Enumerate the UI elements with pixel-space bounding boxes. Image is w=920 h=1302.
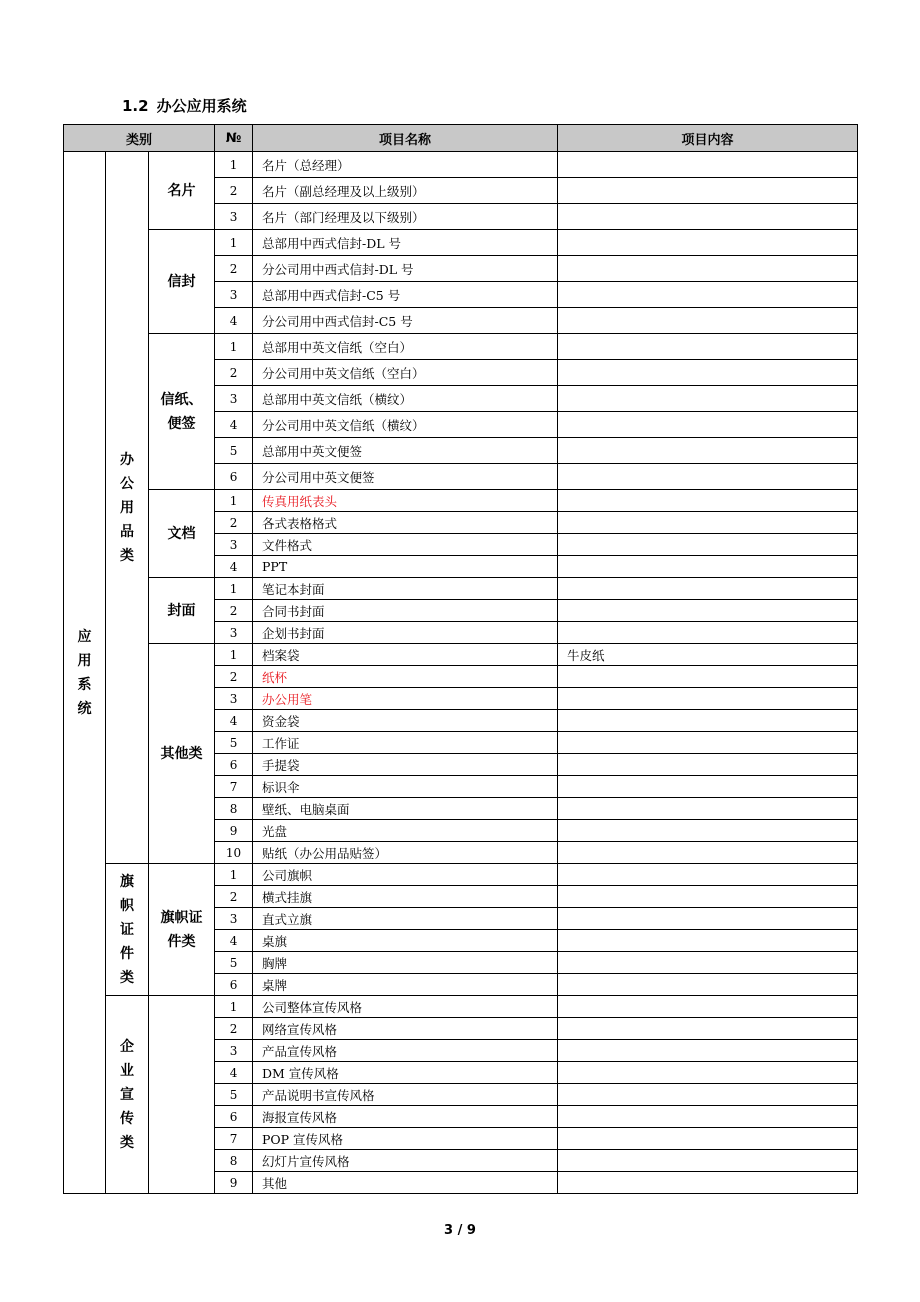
item-name: 纸杯 bbox=[253, 666, 558, 688]
item-name: 总部用中西式信封-C5 号 bbox=[253, 282, 558, 308]
table-row: 4 分公司用中西式信封-C5 号 bbox=[64, 308, 858, 334]
table-row: 文档 1 传真用纸表头 bbox=[64, 490, 858, 512]
group-cell bbox=[149, 996, 215, 1194]
table-row: 2 分公司用中西式信封-DL 号 bbox=[64, 256, 858, 282]
page-number: 3 / 9 bbox=[444, 1223, 476, 1238]
table-row: 信封 1 总部用中西式信封-DL 号 bbox=[64, 230, 858, 256]
table-row: 4 PPT bbox=[64, 556, 858, 578]
item-name: 光盘 bbox=[253, 820, 558, 842]
table-row: 4 分公司用中英文信纸（横纹） bbox=[64, 412, 858, 438]
group-cell: 其他类 bbox=[149, 644, 215, 864]
table-row: 4 DM 宣传风格 bbox=[64, 1062, 858, 1084]
table-row: 其他类 1 档案袋 牛皮纸 bbox=[64, 644, 858, 666]
table-row: 2 合同书封面 bbox=[64, 600, 858, 622]
table-row: 9 其他 bbox=[64, 1172, 858, 1194]
table-row: 3 直式立旗 bbox=[64, 908, 858, 930]
item-name: 传真用纸表头 bbox=[253, 490, 558, 512]
table-row: 8 壁纸、电脑桌面 bbox=[64, 798, 858, 820]
table-row: 3 总部用中西式信封-C5 号 bbox=[64, 282, 858, 308]
group-cell: 文档 bbox=[149, 490, 215, 578]
table-row: 5 工作证 bbox=[64, 732, 858, 754]
table-row: 旗帜证件类 旗帜证件类 1 公司旗帜 bbox=[64, 864, 858, 886]
item-name: 标识伞 bbox=[253, 776, 558, 798]
level2-cell-office: 办公用品类 bbox=[106, 152, 149, 864]
group-cell: 旗帜证件类 bbox=[149, 864, 215, 996]
item-name: DM 宣传风格 bbox=[253, 1062, 558, 1084]
table-row: 4 桌旗 bbox=[64, 930, 858, 952]
item-name: 公司旗帜 bbox=[253, 864, 558, 886]
item-name: 文件格式 bbox=[253, 534, 558, 556]
item-name: 幻灯片宣传风格 bbox=[253, 1150, 558, 1172]
table-row: 2 分公司用中英文信纸（空白） bbox=[64, 360, 858, 386]
item-name: 各式表格格式 bbox=[253, 512, 558, 534]
item-name: 胸牌 bbox=[253, 952, 558, 974]
table-row: 3 办公用笔 bbox=[64, 688, 858, 710]
header-row bbox=[64, 125, 858, 152]
item-name: 分公司用中西式信封-DL 号 bbox=[253, 256, 558, 282]
item-name: 企划书封面 bbox=[253, 622, 558, 644]
item-name: 笔记本封面 bbox=[253, 578, 558, 600]
table-row: 3 名片（部门经理及以下级别） bbox=[64, 204, 858, 230]
item-name: 工作证 bbox=[253, 732, 558, 754]
item-name: 分公司用中英文信纸（横纹） bbox=[253, 412, 558, 438]
item-name: 资金袋 bbox=[253, 710, 558, 732]
group-cell: 信封 bbox=[149, 230, 215, 334]
header-name: 项目名称 bbox=[253, 125, 558, 152]
item-content: 牛皮纸 bbox=[558, 644, 858, 666]
table-row: 4 资金袋 bbox=[64, 710, 858, 732]
table-row: 6 桌牌 bbox=[64, 974, 858, 996]
section-title: 办公应用系统 bbox=[156, 97, 247, 115]
item-name: 档案袋 bbox=[253, 644, 558, 666]
table-row: 3 产品宣传风格 bbox=[64, 1040, 858, 1062]
item-name: 产品说明书宣传风格 bbox=[253, 1084, 558, 1106]
table-row: 2 各式表格格式 bbox=[64, 512, 858, 534]
item-name: 产品宣传风格 bbox=[253, 1040, 558, 1062]
table-row: 企业宣传类 1 公司整体宣传风格 bbox=[64, 996, 858, 1018]
item-name: 桌旗 bbox=[253, 930, 558, 952]
group-cell: 信纸、便签 bbox=[149, 334, 215, 490]
item-name: 总部用中英文便签 bbox=[253, 438, 558, 464]
item-name: 直式立旗 bbox=[253, 908, 558, 930]
item-name: 公司整体宣传风格 bbox=[253, 996, 558, 1018]
table-row: 6 海报宣传风格 bbox=[64, 1106, 858, 1128]
item-name: 总部用中英文信纸（横纹） bbox=[253, 386, 558, 412]
table-row: 8 幻灯片宣传风格 bbox=[64, 1150, 858, 1172]
header-content: 项目内容 bbox=[558, 125, 858, 152]
item-name: 壁纸、电脑桌面 bbox=[253, 798, 558, 820]
item-name: 分公司用中英文信纸（空白） bbox=[253, 360, 558, 386]
item-name: 手提袋 bbox=[253, 754, 558, 776]
item-name: 横式挂旗 bbox=[253, 886, 558, 908]
table-row: 3 总部用中英文信纸（横纹） bbox=[64, 386, 858, 412]
item-name: 名片（部门经理及以下级别） bbox=[253, 204, 558, 230]
table-row: 6 分公司用中英文便签 bbox=[64, 464, 858, 490]
item-name: 贴纸（办公用品贴签） bbox=[253, 842, 558, 864]
table-row: 9 光盘 bbox=[64, 820, 858, 842]
item-name: 其他 bbox=[253, 1172, 558, 1194]
table-row: 2 横式挂旗 bbox=[64, 886, 858, 908]
table-row: 5 总部用中英文便签 bbox=[64, 438, 858, 464]
level2-cell-flags: 旗帜证件类 bbox=[106, 864, 149, 996]
item-name: 名片（副总经理及以上级别） bbox=[253, 178, 558, 204]
item-name: 桌牌 bbox=[253, 974, 558, 996]
table-row: 信纸、便签 1 总部用中英文信纸（空白） bbox=[64, 334, 858, 360]
table-row: 5 产品说明书宣传风格 bbox=[64, 1084, 858, 1106]
item-name: 合同书封面 bbox=[253, 600, 558, 622]
item-name: 名片（总经理） bbox=[253, 152, 558, 178]
table-row: 2 网络宣传风格 bbox=[64, 1018, 858, 1040]
table-row: 应用系统 办公用品类 名片 1 名片（总经理） bbox=[64, 152, 858, 178]
header-category: 类别 bbox=[64, 125, 215, 152]
table-row: 3 企划书封面 bbox=[64, 622, 858, 644]
item-name: POP 宣传风格 bbox=[253, 1128, 558, 1150]
table-row: 7 标识伞 bbox=[64, 776, 858, 798]
item-name: 分公司用中英文便签 bbox=[253, 464, 558, 490]
items-table bbox=[63, 124, 858, 1194]
table-row: 3 文件格式 bbox=[64, 534, 858, 556]
header-no: № bbox=[215, 125, 253, 152]
group-cell: 名片 bbox=[149, 152, 215, 230]
table-row: 2 名片（副总经理及以上级别） bbox=[64, 178, 858, 204]
table-row: 2 纸杯 bbox=[64, 666, 858, 688]
section-heading bbox=[122, 95, 247, 116]
item-name: 网络宣传风格 bbox=[253, 1018, 558, 1040]
table-row: 6 手提袋 bbox=[64, 754, 858, 776]
item-name: 办公用笔 bbox=[253, 688, 558, 710]
level1-cell: 应用系统 bbox=[64, 152, 106, 1194]
item-name: 总部用中西式信封-DL 号 bbox=[253, 230, 558, 256]
table-row: 7 POP 宣传风格 bbox=[64, 1128, 858, 1150]
table-row: 5 胸牌 bbox=[64, 952, 858, 974]
item-name: 总部用中英文信纸（空白） bbox=[253, 334, 558, 360]
level2-cell-promo: 企业宣传类 bbox=[106, 996, 149, 1194]
item-name: PPT bbox=[253, 556, 558, 578]
group-cell: 封面 bbox=[149, 578, 215, 644]
section-number: 1.2 bbox=[122, 97, 149, 115]
table-row: 10 贴纸（办公用品贴签） bbox=[64, 842, 858, 864]
item-name: 分公司用中西式信封-C5 号 bbox=[253, 308, 558, 334]
table-row: 封面 1 笔记本封面 bbox=[64, 578, 858, 600]
item-name: 海报宣传风格 bbox=[253, 1106, 558, 1128]
